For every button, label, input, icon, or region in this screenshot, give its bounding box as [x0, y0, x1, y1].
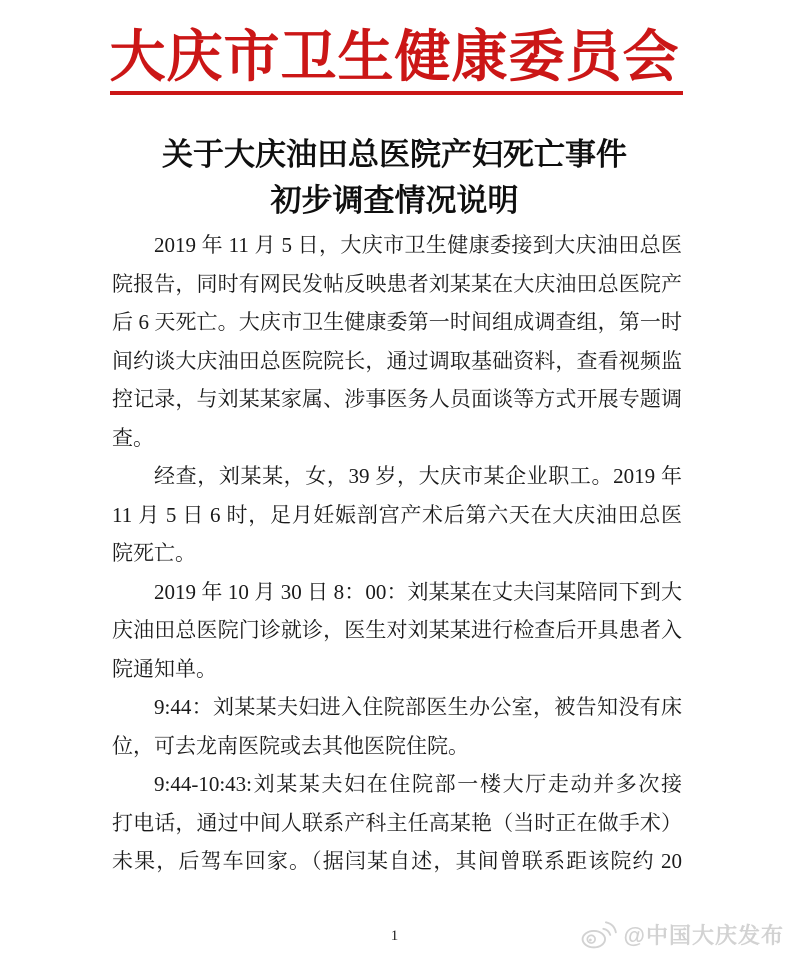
body-line: 查。 [112, 425, 154, 450]
body-line: 院通知单。 [112, 656, 217, 681]
body-line: 位，可去龙南医院或去其他医院住院。 [112, 733, 469, 758]
document-title-line-2: 初步调查情况说明 [270, 183, 519, 218]
body-line: 经查，刘某某，女，39 岁，大庆市某企业职工。2019 年 [154, 464, 682, 488]
body-line: 2019 年 11 月 5 日，大庆市卫生健康委接到大庆油田总医 [154, 233, 682, 257]
body-line: 打电话，通过中间人联系产科主任高某艳（当时正在做手术） [112, 810, 682, 835]
body-line: 11 月 5 日 6 时，足月妊娠剖宫产术后第六天在大庆油田总医 [112, 502, 682, 527]
body-line: 庆油田总医院门诊就诊，医生对刘某某进行检查后开具患者入 [112, 618, 682, 642]
document-title-line-1: 关于大庆油田总医院产妇死亡事件 [162, 137, 627, 172]
letterhead-divider [110, 91, 683, 95]
watermark [580, 918, 784, 950]
org-letterhead-title: 大庆市卫生健康委员会 [109, 27, 680, 89]
weibo-icon [580, 918, 618, 950]
body-line: 院死亡。 [112, 541, 196, 565]
document-title [0, 132, 789, 224]
body-line: 间约谈大庆油田总医院院长，通过调取基础资料，查看视频监 [112, 348, 682, 373]
body-line: 后 6 天死亡。大庆市卫生健康委第一时间组成调查组，第一时 [112, 310, 682, 334]
body-line: 9:44：刘某某夫妇进入住院部医生办公室，被告知没有床 [154, 695, 682, 719]
body-line: 院报告，同时有网民发帖反映患者刘某某在大庆油田总医院产 [112, 271, 682, 296]
body-line: 2019 年 10 月 30 日 8：00：刘某某在丈夫闫某陪同下到大 [154, 579, 682, 604]
page-number: 1 [390, 928, 399, 944]
document-body [112, 226, 682, 881]
watermark-text: @中国大庆发布 [623, 922, 784, 948]
body-line: 控记录，与刘某某家属、涉事医务人员面谈等方式开展专题调 [112, 387, 682, 411]
body-line: 9:44-10:43:刘某某夫妇在住院部一楼大厅走动并多次接 [154, 772, 682, 796]
body-line: 未果，后驾车回家。（据闫某自述，其间曾联系距该院约 20 [112, 849, 682, 873]
